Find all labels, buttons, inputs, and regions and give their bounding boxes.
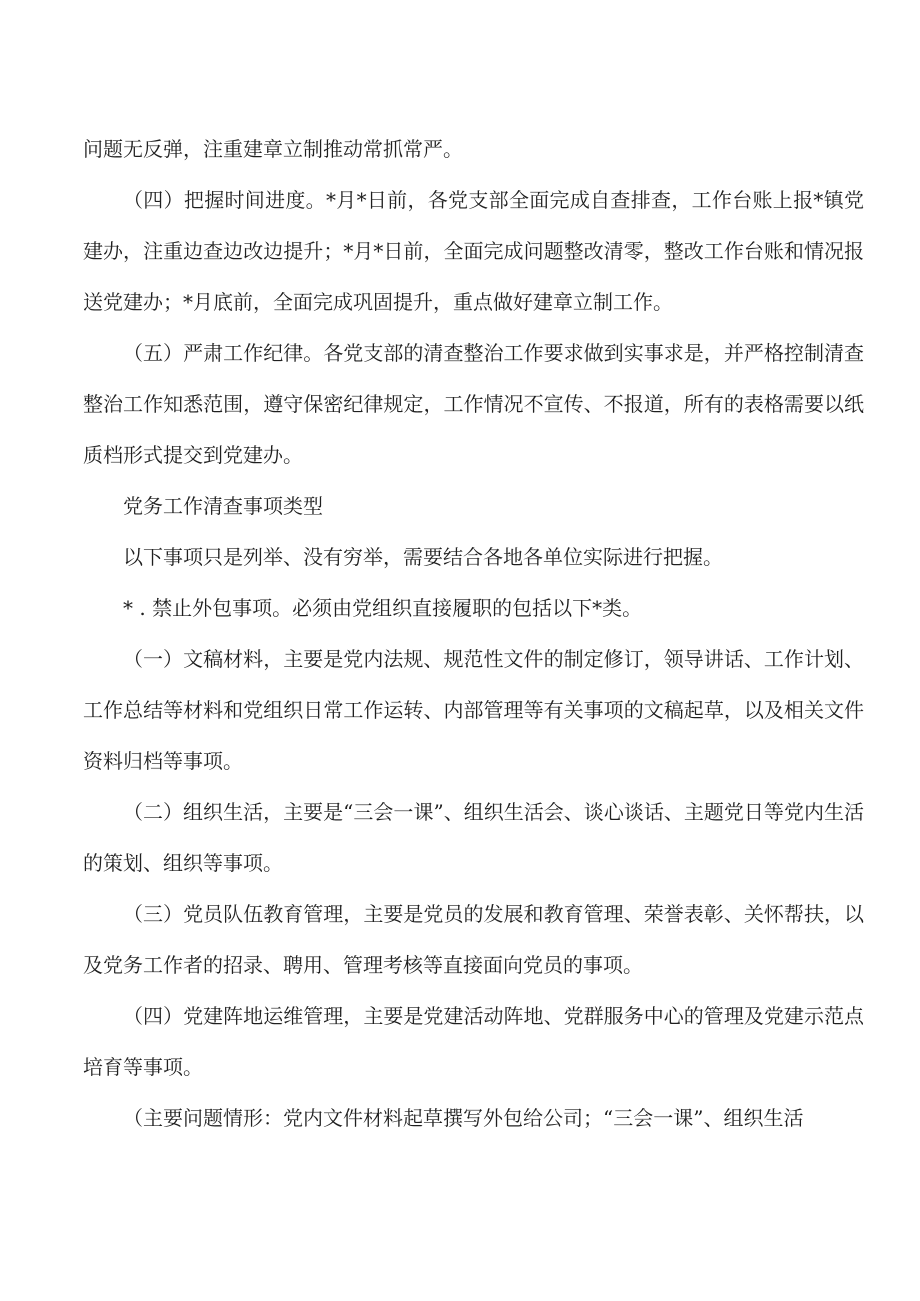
paragraph-section-4-schedule: （四）把握时间进度。*月*日前，各党支部全面完成自查排查，工作台账上报*镇党建办，注重边查边改边提升；*月*日前，全面完成问题整改清零，整改工作台账和情况报送党建办；*月底前，全面完成巩固提升，重点做好建章立制工作。: [83, 188, 864, 314]
paragraph-section-5-discipline: （五）严肃工作纪律。各党支部的清查整治工作要求做到实事求是，并严格控制清查整治工作知悉范围，遵守保密纪律规定，工作情况不宣传、不报道，所有的表格需要以纸质档形式提交到党建办。: [83, 341, 864, 467]
paragraph-heading-item-types: 党务工作清查事项类型: [123, 494, 323, 518]
paragraph-continuation: 问题无反弹，注重建章立制推动常抓常严。: [83, 137, 463, 161]
paragraph-item-4-position-mgmt: （四）党建阵地运维管理，主要是党建活动阵地、党群服务中心的管理及党建示范点培育等事项。: [83, 1004, 864, 1079]
paragraph-item-3-member-mgmt: （三）党员队伍教育管理，主要是党员的发展和教育管理、荣誉表彰、关怀帮扶，以及党务工作者的招录、聘用、管理考核等直接面向党员的事项。: [83, 902, 864, 977]
paragraph-item-2-org-life: （二）组织生活，主要是“三会一课”、组织生活会、谈心谈话、主题党日等党内生活的策划、组织等事项。: [83, 800, 864, 875]
paragraph-item-1-manuscripts: （一）文稿材料，主要是党内法规、规范性文件的制定修订，领导讲话、工作计划、工作总结等材料和党组织日常工作运转、内部管理等有关事项的文稿起草，以及相关文件资料归档等事项。: [83, 647, 864, 773]
paragraph-main-problem-cases: （主要问题情形：党内文件材料起草撰写外包给公司；“三会一课”、组织生活: [123, 1106, 804, 1130]
paragraph-outsourcing-ban: * . 禁止外包事项。必须由党组织直接履职的包括以下*类。: [123, 596, 643, 620]
paragraph-items-note: 以下事项只是列举、没有穷举，需要结合各地各单位实际进行把握。: [123, 545, 723, 569]
document-text-block: [83, 124, 864, 1144]
